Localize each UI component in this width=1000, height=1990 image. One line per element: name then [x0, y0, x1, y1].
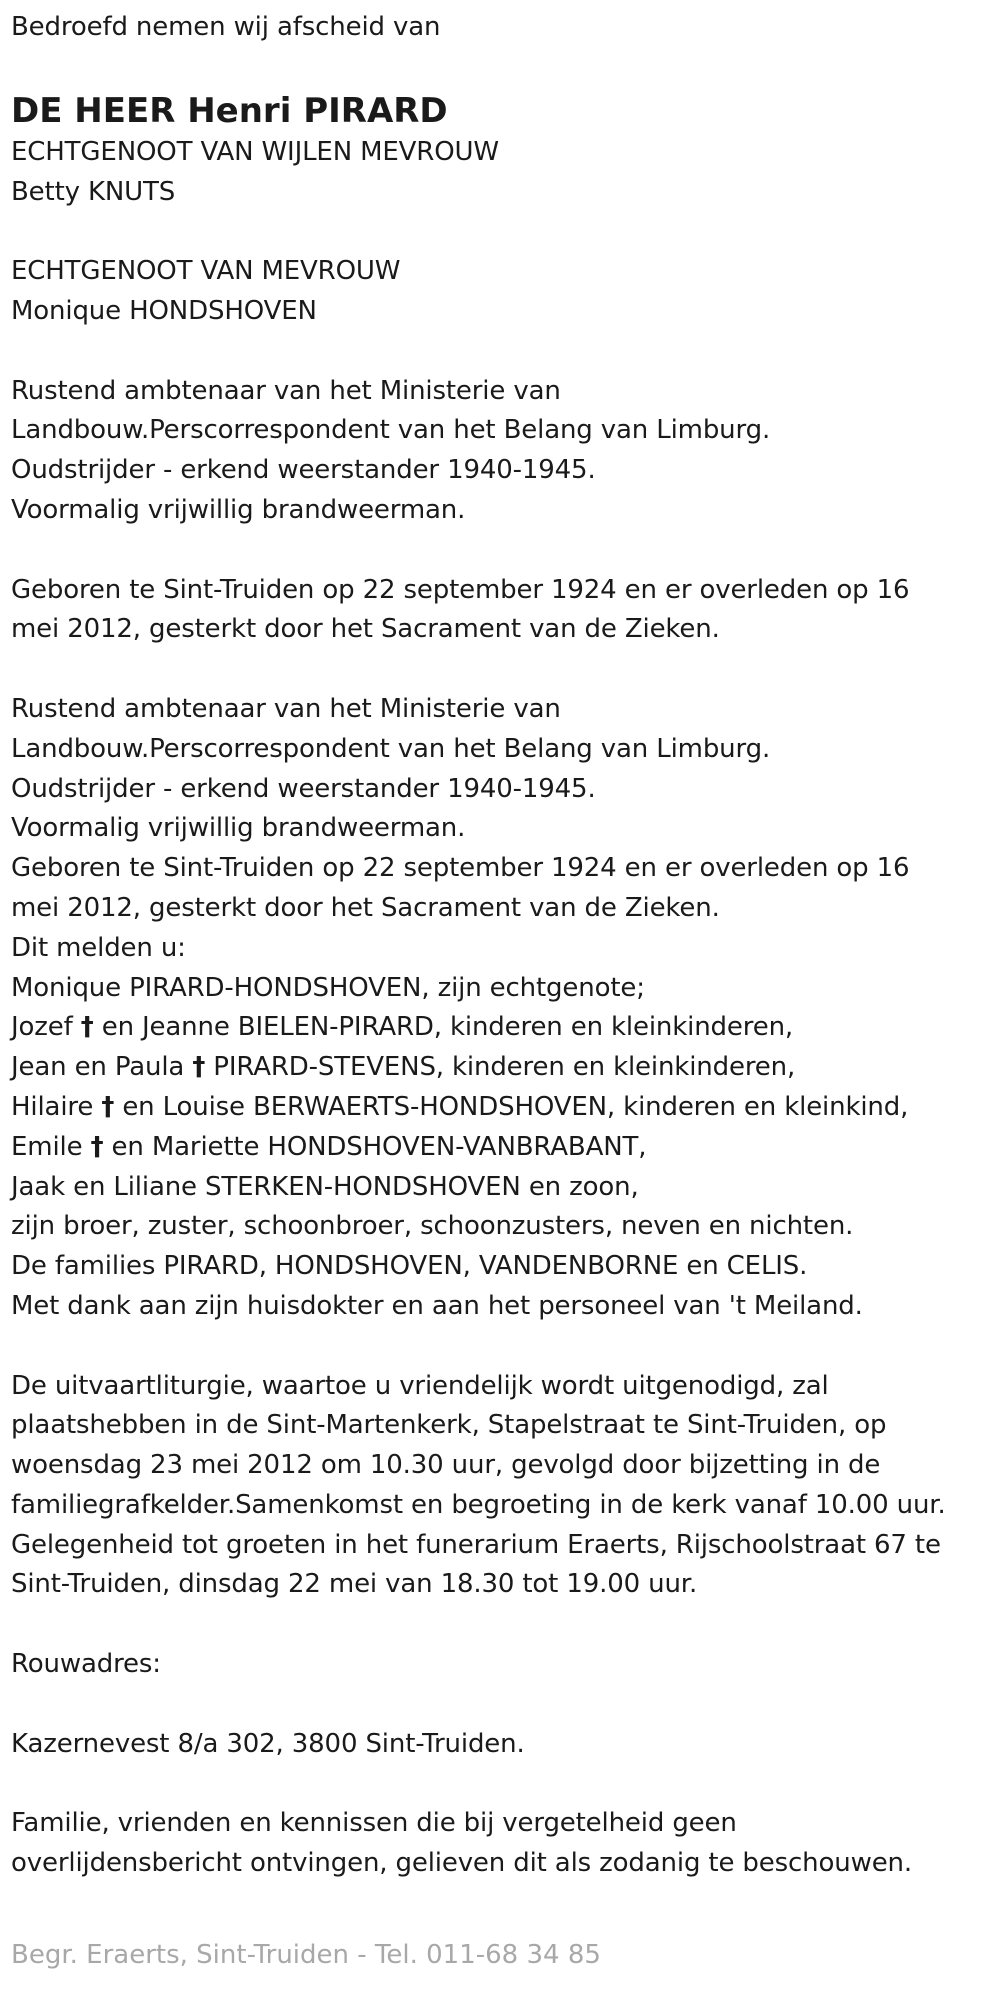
cross-icon: † — [101, 1091, 115, 1122]
intro-text: Bedroefd nemen wij afscheid van — [11, 12, 441, 42]
undertaker-footer: Begr. Eraerts, Sint-Truiden - Tel. 011-68 34 85 — [11, 1940, 601, 1970]
announcement-line: Dit melden u: — [11, 932, 186, 963]
spacer — [11, 212, 990, 252]
bio-line: Voormalig vrijwillig brandweerman. — [11, 813, 466, 844]
spouse-label: ECHTGENOOT VAN MEVROUW — [11, 256, 401, 287]
family-line-emile — [11, 1128, 990, 1168]
bio-line: Geboren te Sint-Truiden op 22 september 1924 en er overleden op 16 — [11, 853, 910, 884]
bio-line: Landbouw.Perscorrespondent van het Belang van Limburg. — [11, 733, 771, 764]
family-text: en Louise BERWAERTS-HONDSHOVEN, kinderen en kleinkind, — [114, 1091, 909, 1122]
family-text: Emile — [11, 1131, 91, 1162]
birth-line: Geboren te Sint-Truiden op 22 september 1924 en er overleden op 16 — [11, 574, 910, 605]
deceased-name: DE HEER Henri PIRARD — [11, 90, 448, 131]
bio-line: mei 2012, gesterkt door het Sacrament van de Zieken. — [11, 892, 720, 923]
funeral-line: Sint-Truiden, dinsdag 22 mei van 18.30 tot 19.00 uur. — [11, 1569, 698, 1600]
spacer — [11, 1327, 990, 1367]
cross-icon: † — [192, 1052, 206, 1083]
family-text: en Jeanne BIELEN-PIRARD, kinderen en kleinkinderen, — [93, 1012, 794, 1043]
final-note-line: overlijdensbericht ontvingen, gelieven dit als zodanig te beschouwen. — [11, 1848, 912, 1879]
late-spouse-label: ECHTGENOOT VAN WIJLEN MEVROUW — [11, 136, 499, 167]
cross-icon: † — [90, 1131, 104, 1162]
closing-line: zijn broer, zuster, schoonbroer, schoonzusters, neven en nichten. — [11, 1211, 854, 1242]
spacer — [11, 1605, 990, 1645]
bio-line: Landbouw.Perscorrespondent van het Belang van Limburg. — [11, 415, 771, 446]
family-text: Jean en Paula — [11, 1052, 193, 1083]
bio-line: Oudstrijder - erkend weerstander 1940-1945. — [11, 773, 596, 804]
funeral-line: plaatshebben in de Sint-Martenkerk, Stapelstraat te Sint-Truiden, op — [11, 1410, 887, 1441]
family-text: en Mariette HONDSHOVEN-VANBRABANT, — [103, 1131, 647, 1162]
family-line-jozef — [11, 1008, 990, 1048]
cross-icon: † — [80, 1012, 94, 1043]
closing-line: Met dank aan zijn huisdokter en aan het personeel van 't Meiland. — [11, 1290, 863, 1321]
closing-line: De families PIRARD, HONDSHOVEN, VANDENBORNE en CELIS. — [11, 1251, 808, 1282]
family-text: Hilaire — [11, 1091, 102, 1122]
widow-line: Monique PIRARD-HONDSHOVEN, zijn echtgenote; — [11, 972, 645, 1003]
funeral-line: De uitvaartliturgie, waartoe u vriendelijk wordt uitgenodigd, zal — [11, 1370, 829, 1401]
spacer — [11, 1764, 990, 1804]
closing-line: Jaak en Liliane STERKEN-HONDSHOVEN en zoon, — [11, 1171, 639, 1202]
rouwadres-label: Rouwadres: — [11, 1649, 161, 1680]
funeral-line: familiegrafkelder.Samenkomst en begroeting in de kerk vanaf 10.00 uur. — [11, 1489, 946, 1520]
family-text: PIRARD-STEVENS, kinderen en kleinkinderen, — [205, 1052, 796, 1083]
spacer — [11, 531, 990, 571]
birth-line: mei 2012, gesterkt door het Sacrament van de Zieken. — [11, 614, 720, 645]
spacer — [11, 1685, 990, 1725]
funeral-line: Gelegenheid tot groeten in het funerarium Eraerts, Rijschoolstraat 67 te — [11, 1529, 941, 1560]
spacer — [11, 332, 990, 372]
spacer — [11, 650, 990, 690]
bio-line: Voormalig vrijwillig brandweerman. — [11, 494, 466, 525]
bio-line: Rustend ambtenaar van het Ministerie van — [11, 693, 561, 724]
bio-line: Oudstrijder - erkend weerstander 1940-1945. — [11, 455, 596, 486]
final-note-line: Familie, vrienden en kennissen die bij vergetelheid geen — [11, 1808, 737, 1839]
late-spouse-name: Betty KNUTS — [11, 176, 176, 207]
family-line-jean — [11, 1048, 990, 1088]
bio-line: Rustend ambtenaar van het Ministerie van — [11, 375, 561, 406]
rouwadres-address: Kazernevest 8/a 302, 3800 Sint-Truiden. — [11, 1728, 525, 1759]
spouse-name: Monique HONDSHOVEN — [11, 295, 317, 326]
family-line-hilaire — [11, 1088, 990, 1128]
funeral-line: woensdag 23 mei 2012 om 10.30 uur, gevolgd door bijzetting in de — [11, 1450, 881, 1481]
family-text: Jozef — [11, 1012, 81, 1043]
